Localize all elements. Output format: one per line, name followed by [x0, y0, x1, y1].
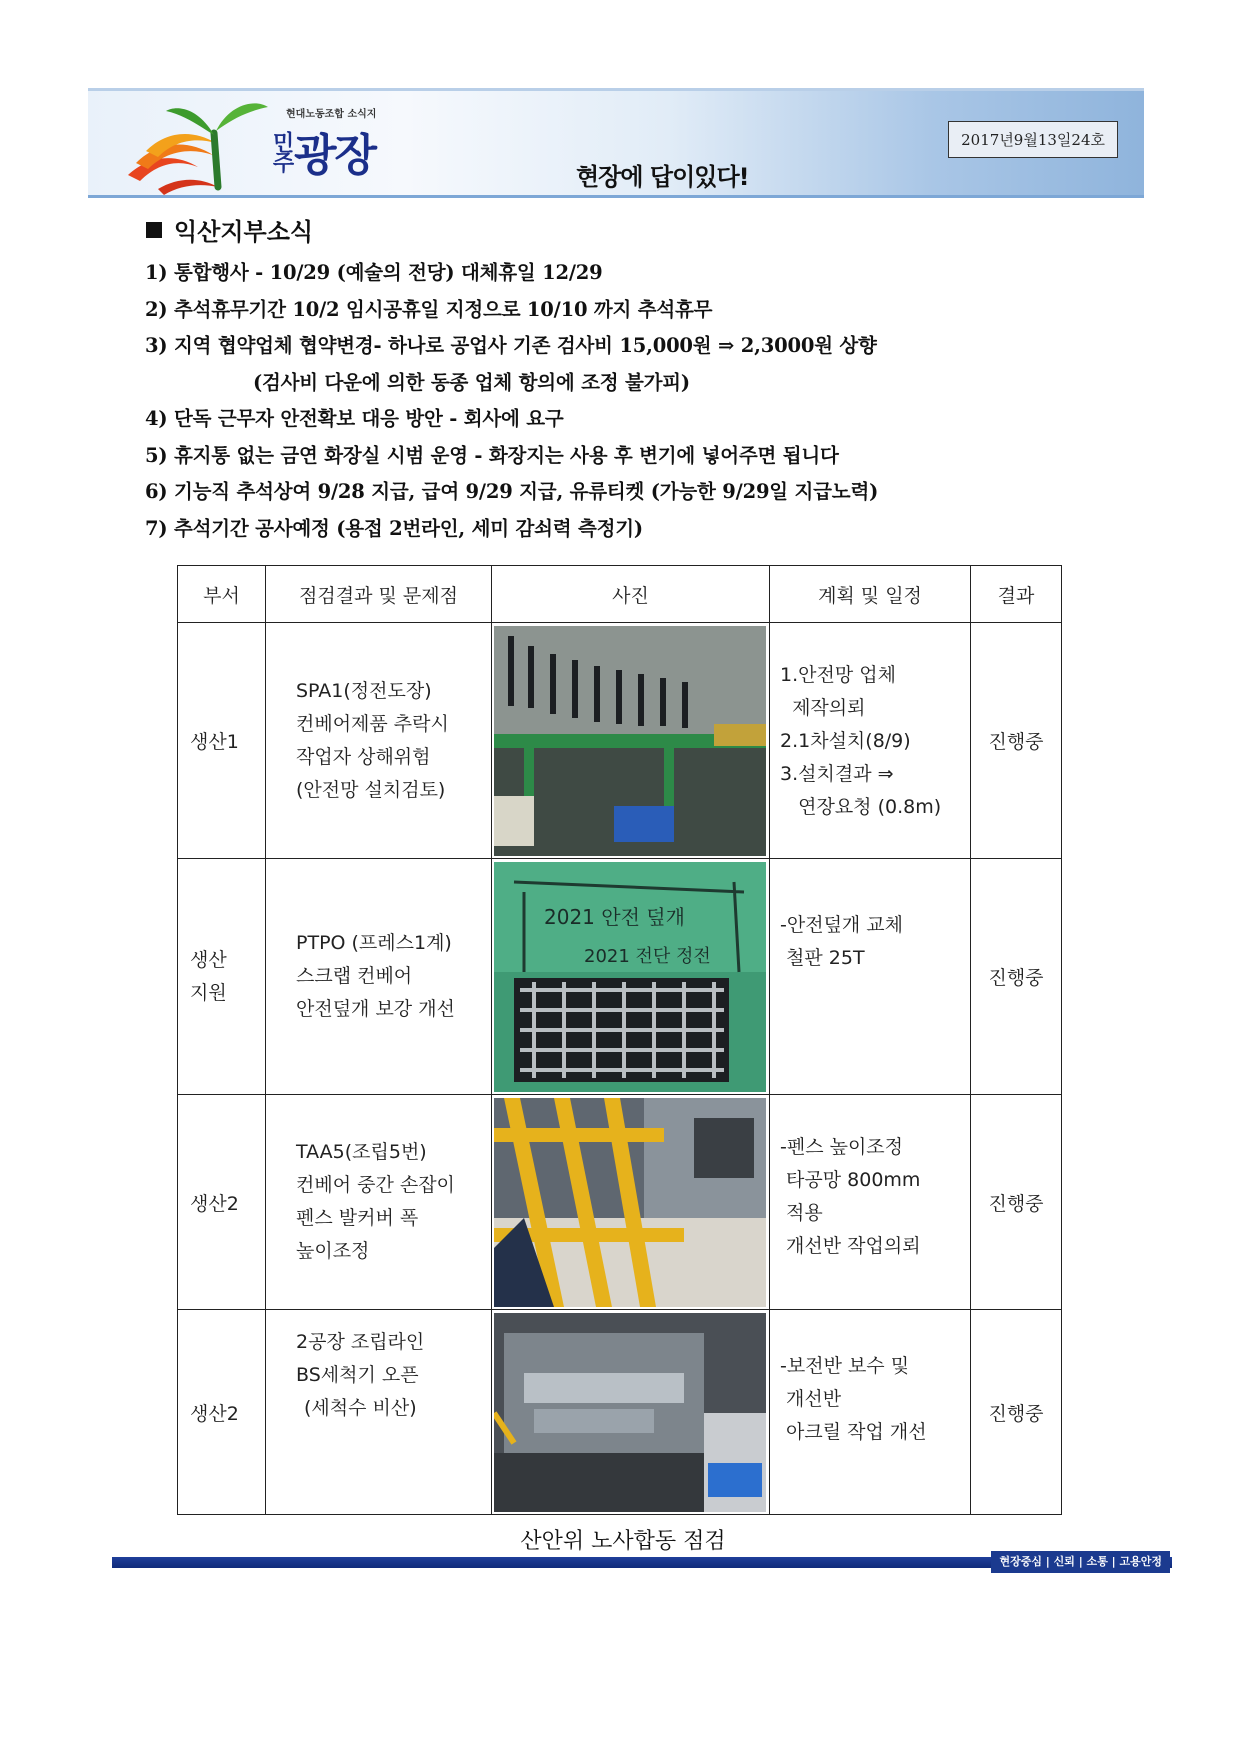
table-row	[178, 1310, 1062, 1515]
col-header-photo: 사진	[492, 566, 770, 623]
col-header-plan: 계획 및 일정	[770, 566, 971, 623]
black-square-icon	[146, 222, 162, 238]
result-cell: 진행중	[971, 859, 1062, 1095]
issue-line: 컨베어 중간 손잡이	[296, 1174, 455, 1196]
dept-cell	[178, 1310, 266, 1515]
inspection-table	[177, 565, 1062, 1515]
dept-cell	[178, 859, 266, 1095]
result-cell: 진행중	[971, 1310, 1062, 1515]
caption-text: 산안위 노사합동 점검	[520, 1529, 726, 1554]
news-item: 5) 휴지통 없는 금연 화장실 시범 운영 - 화장지는 사용 후 변기에 넣어주면 됩니다	[145, 443, 839, 467]
issue-cell	[266, 623, 492, 859]
plan-line: 3.설치결과 ⇒	[780, 763, 894, 785]
dept-line: 생산2	[190, 1402, 239, 1425]
dept-line: 생산	[190, 948, 227, 971]
dept-line: 생산1	[190, 731, 239, 753]
plan-line: -보전반 보수 및	[780, 1355, 910, 1377]
news-item: 6) 기능직 추석상여 9/28 지급, 급여 9/29 지급, 유류티켓 (가능한 9/29일 지급노력)	[145, 480, 879, 503]
issue-cell	[266, 859, 492, 1095]
conveyor-photo-image	[494, 626, 766, 856]
plan-cell	[770, 623, 971, 859]
dept-cell	[178, 1095, 266, 1310]
dept-cell	[178, 623, 266, 859]
issue-date-badge: 2017년9월13일24호	[948, 121, 1118, 158]
grate-photo-image	[494, 862, 766, 1092]
photo-cell	[492, 1095, 770, 1310]
plan-line: 제작의뢰	[780, 697, 866, 719]
news-item: 7) 추석기간 공사예정 (용접 2번라인, 세미 감쇠력 측정기)	[145, 516, 643, 540]
issue-line: (안전망 설치검토)	[296, 778, 446, 801]
table-row	[178, 1095, 1062, 1310]
table-header-row	[178, 566, 1062, 623]
photo-cell	[492, 859, 770, 1095]
logo-name: 광장	[294, 130, 376, 181]
union-logo	[118, 97, 438, 197]
issue-line: 컨베어제품 추락시	[296, 712, 449, 735]
slogan: 현장에 답이있다!	[576, 163, 749, 191]
issue-line: 높이조정	[296, 1240, 370, 1262]
logo-tagline: 현대노동조합 소식지	[286, 109, 377, 120]
plan-line: 적용	[780, 1202, 823, 1224]
issue-line: 2공장 조립라인	[296, 1331, 425, 1353]
issue-line: (세척수 비산)	[304, 1397, 417, 1419]
logo-minju: 민주	[269, 131, 294, 171]
plan-cell	[770, 1310, 971, 1515]
header-banner	[88, 88, 1144, 198]
plan-line: 타공망 800mm	[780, 1169, 921, 1191]
result-cell: 진행중	[971, 1095, 1062, 1310]
issue-line: 작업자 상해위험	[296, 745, 431, 768]
photo-washer-machine	[494, 1313, 766, 1512]
result-cell: 진행중	[971, 623, 1062, 859]
plan-line: 연장요청 (0.8m)	[780, 796, 942, 818]
news-item: 4) 단독 근무자 안전확보 대응 방안 - 회사에 요구	[145, 407, 564, 430]
table-row	[178, 859, 1062, 1095]
issue-line: PTPO (프레스1계)	[296, 932, 452, 954]
news-list	[145, 255, 1145, 547]
col-header-result: 결과	[971, 566, 1062, 623]
photo-cell	[492, 623, 770, 859]
fence-photo-image	[494, 1098, 766, 1307]
photo-handwriting: 2021 안전 덮개	[544, 904, 685, 929]
plan-cell	[770, 859, 971, 1095]
issue-line: TAA5(조립5번)	[296, 1141, 427, 1163]
issue-line: SPA1(정전도장)	[296, 679, 432, 702]
photo-conveyor-hangers	[494, 626, 766, 856]
issue-line: BS세척기 오픈	[296, 1364, 419, 1386]
issue-line: 안전덮개 보강 개선	[296, 998, 455, 1020]
issue-line: 스크랩 컨베어	[296, 965, 413, 987]
photo-yellow-fence	[494, 1098, 766, 1307]
photo-handwriting: 2021 전단 정전	[584, 945, 711, 967]
news-item: 2) 추석휴무기간 10/2 임시공휴일 지정으로 10/10 까지 추석휴무	[145, 297, 713, 321]
section-title-text: 익산지부소식	[174, 217, 314, 246]
col-header-dept: 부서	[178, 566, 266, 623]
section-title	[146, 212, 313, 247]
issue-cell	[266, 1095, 492, 1310]
plan-line: 2.1차설치(8/9)	[780, 730, 911, 752]
plan-line: 1.안전망 업체	[780, 664, 896, 686]
plan-line: -펜스 높이조정	[780, 1136, 904, 1158]
plan-line: 아크릴 작업 개선	[780, 1421, 927, 1443]
table-row	[178, 623, 1062, 859]
plan-line: -안전덮개 교체	[780, 914, 904, 936]
plan-line: 개선반 작업의뢰	[780, 1235, 921, 1257]
plan-cell	[770, 1095, 971, 1310]
plan-line: 철판 25T	[780, 947, 865, 969]
col-header-issue: 점검결과 및 문제점	[266, 566, 492, 623]
photo-safety-grate	[494, 862, 766, 1092]
sprout-flame-icon	[118, 97, 288, 197]
news-item: 1) 통합행사 - 10/29 (예술의 전당) 대체휴일 12/29	[145, 261, 603, 284]
washer-photo-image	[494, 1313, 766, 1512]
plan-line: 개선반	[780, 1388, 842, 1410]
issue-cell	[266, 1310, 492, 1515]
dept-line: 지원	[190, 981, 227, 1004]
issue-line: 펜스 발커버 폭	[296, 1207, 419, 1229]
footer-motto: 현장중심 | 신뢰 | 소통 | 고용안정	[991, 1551, 1170, 1573]
dept-line: 생산2	[190, 1192, 239, 1215]
photo-cell	[492, 1310, 770, 1515]
news-item: 3) 지역 협약업체 협약변경- 하나로 공업사 기존 검사비 15,000원 ⇒ 2,3000원 상향	[145, 334, 877, 357]
news-item-note: (검사비 다운에 의한 동종 업체 항의에 조정 불가피)	[253, 370, 690, 394]
